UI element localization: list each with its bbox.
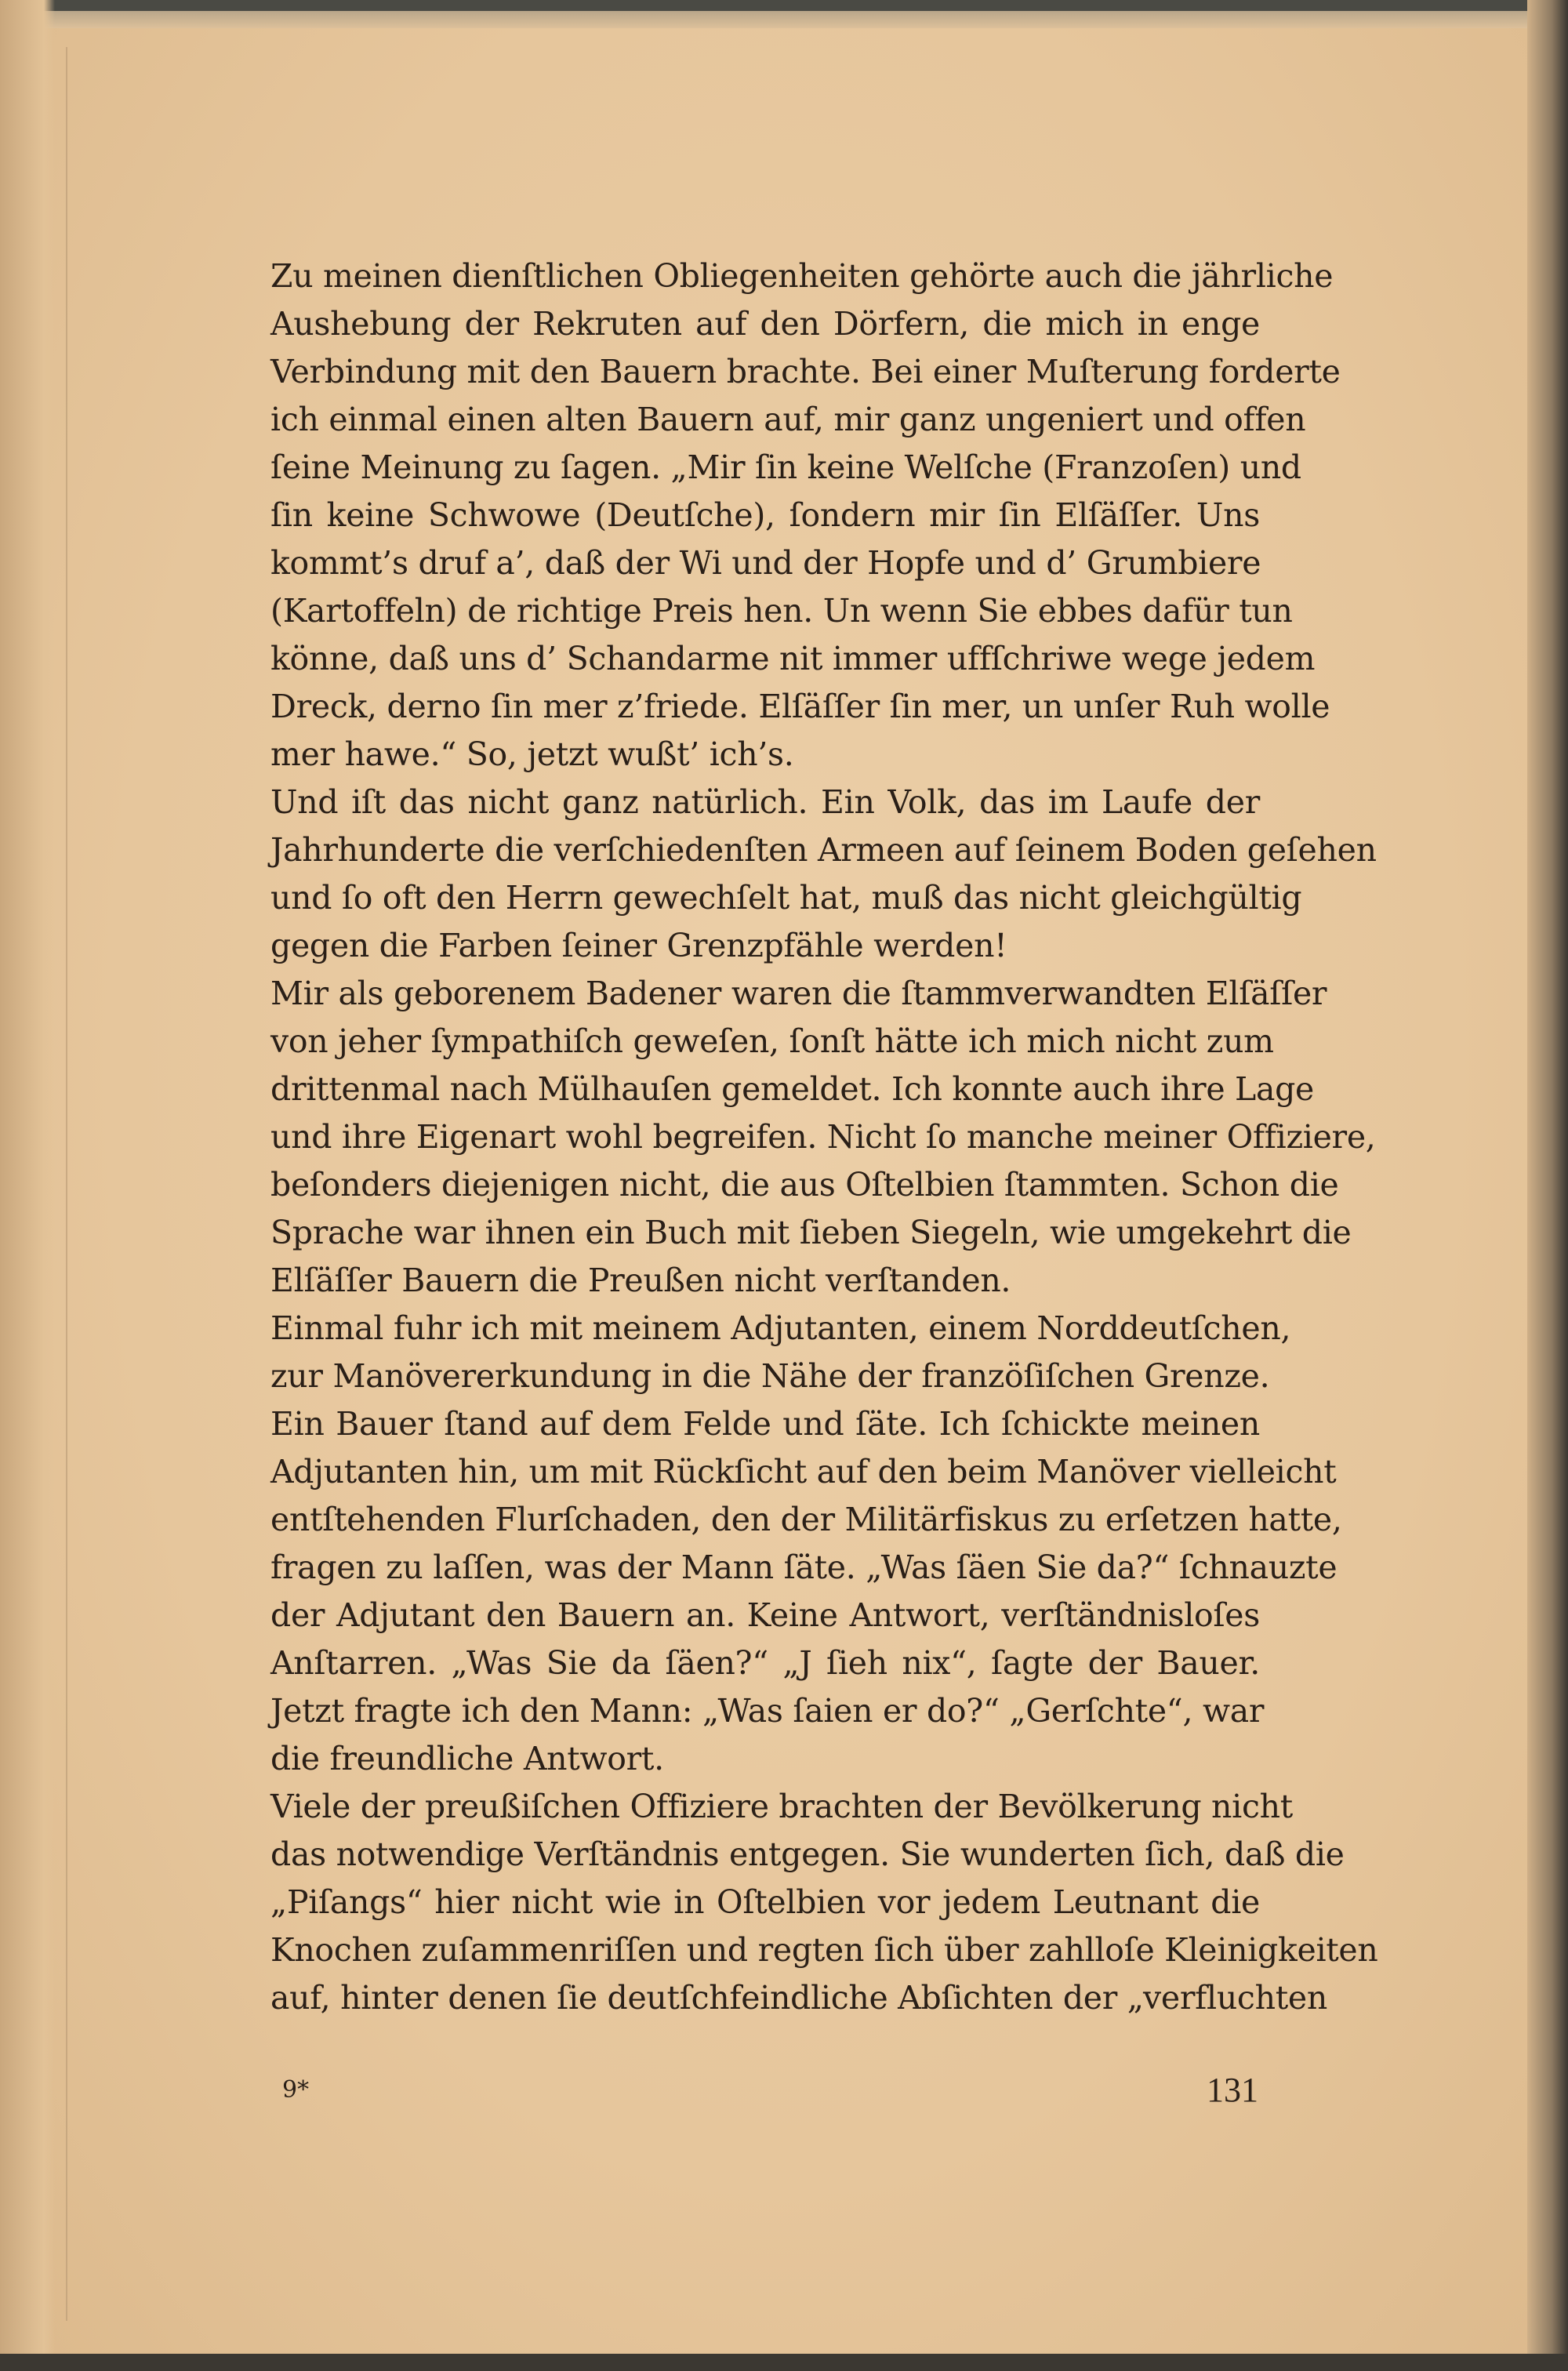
- text-line: ſin keine Schwowe (Deutſche), ſondern mir ſin Elſäſſer. Uns: [270, 496, 1260, 534]
- text-line: Einmal fuhr ich mit meinem Adjutanten, einem Norddeutſchen,: [270, 1309, 1291, 1347]
- text-line: das notwendige Verſtändnis entgegen. Sie wunderten ſich, daß die: [270, 1835, 1345, 1873]
- text-line: könne, daß uns d’ Schandarme nit immer uffſchriwe wege jedem: [270, 640, 1316, 677]
- text-line: Zu meinen dienſtlichen Obliegenheiten gehörte auch die jährliche: [270, 257, 1334, 295]
- text-line: beſonders diejenigen nicht, die aus Oſtelbien ſtammten. Schon die: [270, 1166, 1339, 1204]
- text-line: (Kartoffeln) de richtige Preis hen. Un wenn Sie ebbes dafür tun: [270, 592, 1293, 630]
- text-line: und ſo oft den Herrn gewechſelt hat, muß das nicht gleichgültig: [270, 879, 1302, 917]
- scan-bottom-edge: [0, 2354, 1568, 2371]
- text-line: und ihre Eigenart wohl begreifen. Nicht ſo manche meiner Offiziere,: [270, 1118, 1376, 1156]
- page-left-gutter: [0, 0, 55, 2371]
- binding-line: [66, 47, 67, 2321]
- text-line: „Piſangs“ hier nicht wie in Oſtelbien vor jedem Leutnant die: [270, 1883, 1260, 1921]
- paragraph: [270, 779, 1377, 970]
- page-top-shadow: [0, 11, 1568, 28]
- text-line: Verbindung mit den Bauern brachte. Bei einer Muſterung forderte: [270, 353, 1341, 390]
- text-line: Und iſt das nicht ganz natürlich. Ein Volk, das im Laufe der: [270, 783, 1260, 821]
- paragraph: [270, 970, 1376, 1305]
- paragraph: [270, 1305, 1342, 1783]
- page-number: 131: [1207, 2071, 1258, 2109]
- scan-top-edge: [0, 0, 1568, 11]
- text-line: Jahrhunderte die verſchiedenſten Armeen auf ſeinem Boden geſehen: [270, 831, 1377, 869]
- text-line: Viele der preußiſchen Offiziere brachten der Bevölkerung nicht: [270, 1788, 1293, 1825]
- text-line: Anſtarren. „Was Sie da ſäen?“ „J ſieh nix“, ſagte der Bauer.: [270, 1644, 1260, 1682]
- text-line: ich einmal einen alten Bauern auf, mir ganz ungeniert und offen: [270, 401, 1306, 438]
- text-line: mer hawe.“ So, jetzt wußt’ ich’s.: [270, 735, 794, 773]
- text-line: Knochen zuſammenriſſen und regten ſich über zahlloſe Kleinigkeiten: [270, 1931, 1378, 1969]
- text-line: auf, hinter denen ſie deutſchfeindliche Abſichten der „verfluchten: [270, 1979, 1327, 2017]
- text-line: kommt’s druf a’, daß der Wi und der Hopfe und d’ Grumbiere: [270, 544, 1261, 582]
- paragraph: [270, 252, 1341, 779]
- text-line: zur Manövererkundung in die Nähe der franzöſiſchen Grenze.: [270, 1357, 1270, 1395]
- text-line: fragen zu laſſen, was der Mann ſäte. „Was ſäen Sie da?“ ſchnauzte: [270, 1549, 1338, 1586]
- text-line: gegen die Farben ſeiner Grenzpfähle werden!: [270, 927, 1007, 964]
- text-line: der Adjutant den Bauern an. Keine Antwort, verſtändnisloſes: [270, 1596, 1260, 1634]
- text-line: Dreck, derno ſin mer z’friede. Elſäſſer ſin mer, un unſer Ruh wolle: [270, 688, 1330, 725]
- text-line: die freundliche Antwort.: [270, 1740, 664, 1777]
- text-line: Mir als geborenem Badener waren die ſtammverwandten Elſäſſer: [270, 975, 1327, 1012]
- signature-mark: 9*: [282, 2076, 310, 2104]
- text-line: Sprache war ihnen ein Buch mit ſieben Siegeln, wie umgekehrt die: [270, 1214, 1352, 1251]
- text-line: Aushebung der Rekruten auf den Dörfern, die mich in enge: [270, 305, 1260, 343]
- paragraph: [270, 1783, 1378, 2022]
- text-line: Elſäſſer Bauern die Preußen nicht verſtanden.: [270, 1262, 1011, 1299]
- text-line: Adjutanten hin, um mit Rückſicht auf den beim Manöver vielleicht: [270, 1453, 1337, 1490]
- text-line: drittenmal nach Mülhauſen gemeldet. Ich konnte auch ihre Lage: [270, 1070, 1314, 1108]
- page-right-edge: [1527, 0, 1568, 2371]
- text-line: ſeine Meinung zu ſagen. „Mir ſin keine Welſche (Franzoſen) und: [270, 448, 1301, 486]
- text-line: Ein Bauer ſtand auf dem Felde und ſäte. Ich ſchickte meinen: [270, 1405, 1260, 1443]
- body-text: [270, 252, 1378, 2022]
- text-line: Jetzt fragte ich den Mann: „Was ſaien er do?“ „Gerſchte“, war: [270, 1692, 1265, 1730]
- text-line: entſtehenden Flurſchaden, den der Militärfiskus zu erſetzen hatte,: [270, 1501, 1342, 1538]
- text-line: von jeher ſympathiſch geweſen, ſonſt hätte ich mich nicht zum: [270, 1022, 1274, 1060]
